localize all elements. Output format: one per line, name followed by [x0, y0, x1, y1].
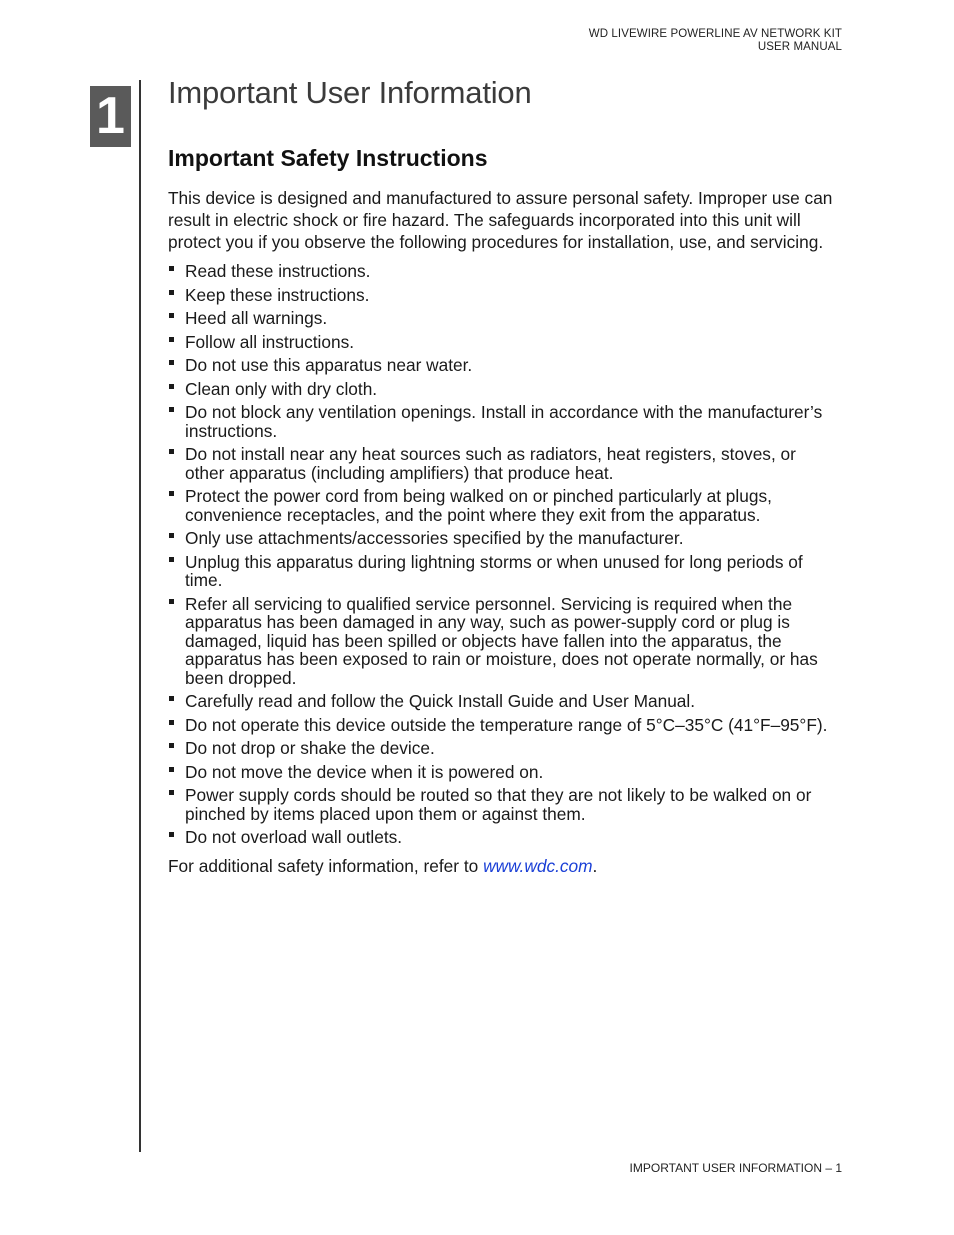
bullet-square-icon — [169, 337, 174, 342]
bullet-square-icon — [169, 599, 174, 604]
list-item-text: Follow all instructions. — [185, 331, 355, 352]
list-item-text: Keep these instructions. — [185, 284, 370, 305]
list-item-text: Do not use this apparatus near water. — [185, 355, 473, 375]
additional-info-suffix: . — [592, 855, 598, 876]
list-item-text: Unplug this apparatus during lightning storms or when unused for long periods of time. — [185, 551, 803, 590]
list-item — [168, 595, 840, 688]
list-item-text: Heed all warnings. — [185, 308, 328, 328]
chapter-number-badge: 1 — [90, 86, 131, 147]
bullet-square-icon — [169, 832, 174, 837]
bullet-square-icon — [169, 360, 174, 365]
additional-info-note — [168, 855, 840, 877]
bullet-square-icon — [169, 384, 174, 389]
list-item-text: Carefully read and follow the Quick Install Guide and User Manual. — [185, 691, 696, 711]
bullet-square-icon — [169, 743, 174, 748]
list-item-text: Refer all servicing to qualified service personnel. Servicing is required when the apparatus has been damaged in any way, such as power-supply cord or plug is damaged, liquid has been spilled or objects have fallen into the apparatus, the apparatus has been exposed to rain or moisture, does not operate normally, or has been dropped. — [185, 593, 818, 688]
page-content — [168, 72, 840, 877]
list-item — [168, 403, 840, 440]
list-item-text: Do not install near any heat sources such as radiators, heat registers, stoves, or other apparatus (including amplifiers) that produce heat. — [185, 444, 796, 483]
list-item — [168, 487, 840, 524]
list-item-text: Do not drop or shake the device. — [185, 738, 435, 758]
bullet-square-icon — [169, 557, 174, 562]
list-item-text: Do not operate this device outside the temperature range of 5°C–35°C (41°F–95°F). — [185, 714, 828, 735]
bullet-square-icon — [169, 491, 174, 496]
page-footer: IMPORTANT USER INFORMATION – 1 — [629, 1161, 842, 1175]
list-item-text: Do not move the device when it is powered on. — [185, 761, 544, 782]
additional-info-prefix: For additional safety information, refer to — [168, 855, 484, 876]
list-item — [168, 445, 840, 482]
list-item-text: Read these instructions. — [185, 261, 371, 281]
chapter-title: Important User Information — [168, 75, 532, 110]
list-item-text: Only use attachments/accessories specified by the manufacturer. — [185, 528, 684, 548]
section-intro-paragraph: This device is designed and manufactured to assure personal safety. Improper use can result in electric shock or fire hazard. The safeguards incorporated into this unit will protect you if you observe the following procedures for installation, use, and servicing. — [168, 188, 833, 252]
bullet-square-icon — [169, 449, 174, 454]
list-item — [168, 309, 840, 328]
list-item — [168, 333, 840, 352]
bullet-square-icon — [169, 696, 174, 701]
list-item — [168, 380, 840, 399]
list-item-text: Clean only with dry cloth. — [185, 378, 378, 399]
list-item — [168, 262, 840, 281]
list-item — [168, 356, 840, 375]
chapter-divider-rule — [139, 80, 141, 1152]
safety-instructions-list — [168, 262, 840, 847]
bullet-square-icon — [169, 407, 174, 412]
running-header-doc-type: USER MANUAL — [757, 41, 842, 53]
bullet-square-icon — [169, 790, 174, 795]
list-item-text: Power supply cords should be routed so that they are not likely to be walked on or pinched by items placed upon them or against them. — [185, 785, 812, 824]
running-header — [589, 28, 842, 54]
bullet-square-icon — [169, 266, 174, 271]
list-item — [168, 529, 840, 548]
list-item — [168, 763, 840, 782]
list-item-text: Do not block any ventilation openings. Install in accordance with the manufacturer’s instructions. — [185, 402, 823, 441]
list-item — [168, 828, 840, 847]
bullet-square-icon — [169, 720, 174, 725]
wdc-website-link[interactable]: www.wdc.com — [483, 855, 593, 876]
list-item — [168, 553, 840, 590]
bullet-square-icon — [169, 313, 174, 318]
list-item-text: Do not overload wall outlets. — [185, 827, 403, 847]
list-item — [168, 692, 840, 711]
bullet-square-icon — [169, 533, 174, 538]
bullet-square-icon — [169, 767, 174, 772]
list-item — [168, 739, 840, 758]
running-header-product: WD LIVEWIRE POWERLINE AV NETWORK KIT — [588, 28, 842, 40]
bullet-square-icon — [169, 290, 174, 295]
section-title: Important Safety Instructions — [168, 145, 488, 171]
list-item — [168, 786, 840, 823]
list-item — [168, 716, 840, 735]
list-item — [168, 286, 840, 305]
list-item-text: Protect the power cord from being walked on or pinched particularly at plugs, convenience receptacles, and the point where they exit from the apparatus. — [185, 486, 772, 525]
